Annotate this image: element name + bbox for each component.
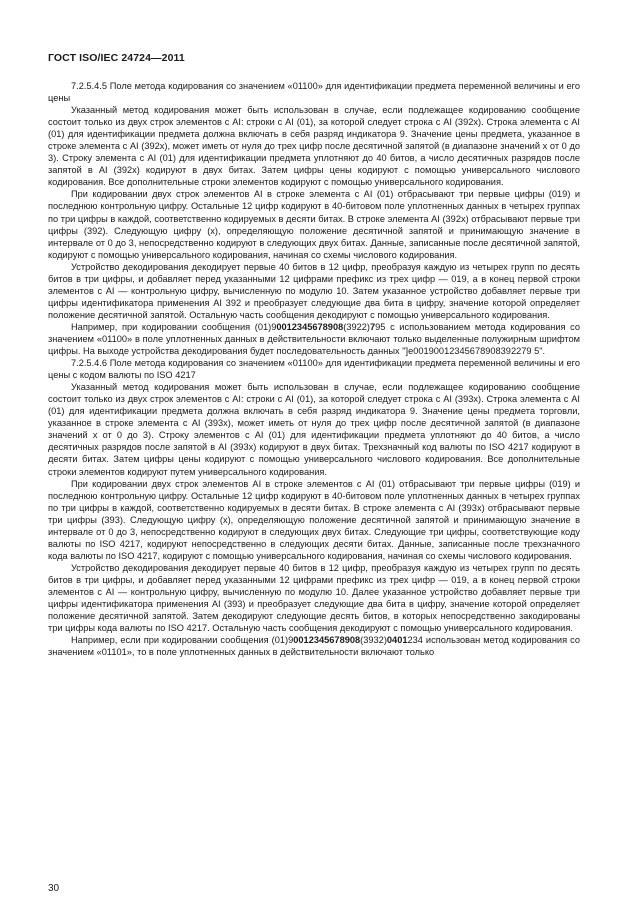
paragraph <box>48 634 580 658</box>
text-run: Указанный метод кодирования может быть использован в случае, если подлежащее кодированию сообщение состоит только из двух строк элементов с AI: строки с AI (01), за которой следует строка с AI (393x). Строка элемента с AI (01) для идентификации предмета должна включать в себя разряд индикатора 9. Значение цены предмета торговли, указанное в строке элемента с AI (393x), может иметь от нуля до трех цифр после десятичной запятой (в диапазоне значений x от 0 до 3). Строку элементов с AI (01) для идентификации предмета уплотняют до 40 битов, а число десятичных разрядов после запятой в AI (393x) кодируют в двух битах. Трехзначный код валюты по ISO 4217 кодируют в десяти битах. Затем цифры цены кодируют с помощью универсального числового кодирования. Все дополнительные строки элементов кодируют путем универсального кодирования. <box>48 382 580 477</box>
bold-text: 0012345678908 <box>293 635 361 646</box>
text-run: При кодировании двух строк элементов AI в строке элемента с AI (01) отбрасывают три первые цифры (019) и последнюю контрольную цифру. Остальные 12 цифр кодируют в 40-битовом поле уплотненных данных в четырех группах по три цифры в каждой, соответственно кодируемых в десяти битах. В строке элемента AI (392x) отбрасывают первые три цифры (392). Следующую цифру (x), определяющую положение десятичной запятой и принимающую значение в интервале от 0 до 3, непосредственно кодируют в следующих двух битах. Данные, записанные после десятичной запятой, кодируют с помощью универсального кодирования, начиная со схемы числового кодирования. <box>48 189 580 260</box>
paragraph <box>48 104 580 188</box>
paragraph <box>48 357 580 381</box>
paragraph <box>48 80 580 104</box>
text-run: Указанный метод кодирования может быть использован в случае, если подлежащее кодированию сообщение состоит только из двух строк элементов с AI: строки с AI (01), за которой следует строка с AI (392x). Строка элемента с AI (01) для идентификации предмета должна включать в себя разряд индикатора 9. Значение цены предмета, указанное в строке элемента с AI (392x), может иметь от нуля до трех цифр после десятичной запятой (в диапазоне значений x от 0 до 3). Строку элемента с AI (01) для идентификации предмета уплотняют до 40 битов, а число десятичных разрядов после запятой в AI (392x) кодируют в двух битах. Затем цифры цены кодируют с помощью универсального числового кодирования. Все дополнительные строки элементов кодируют с помощью универсального кодирования. <box>48 105 580 188</box>
text-run: 234 использован метод кодирования со значением «01101», то в поле уплотненных данных в действительности включают только <box>48 635 580 658</box>
text-run: 7.2.5.4.5 Поле метода кодирования со значением «01100» для идентификации предмета переменной величины и его цены <box>48 81 580 104</box>
text-run: Устройство декодирования декодирует первые 40 битов в 12 цифр, преобразуя каждую из четырех групп по десять битов в три цифры, и добавляет перед указанными 12 цифрами префикс из трех цифр — 019, а в конец первой строки элементов с AI — контрольную цифру, вычисленную по модулю 10. Затем указанное устройство добавляет первые три цифры идентификатора применения AI 392 и преобразует следующие два бита в цифру, значение которой определяет положение десятичной запятой. Остальную часть сообщения декодируют с помощью универсального кодирования. <box>48 261 580 320</box>
body-text <box>48 80 580 658</box>
text-run: (3932) <box>360 635 387 646</box>
text-run: 95 с использованием метода кодирования со значением «01100» в поле уплотненных данных в действительности включают только выделенные полужирным шрифтом цифры. На выходе устройства декодирования будет последовательность данных "]e00190012345678908392279 5". <box>48 321 581 357</box>
paragraph <box>48 562 580 634</box>
page-number: 30 <box>48 883 60 894</box>
bold-text: 0012345678908 <box>276 321 344 332</box>
bold-text: 7 <box>370 321 376 332</box>
paragraph <box>48 321 580 357</box>
text-run: Например, при кодировании сообщения (01)9 <box>71 321 277 332</box>
text-run: (3922) <box>343 321 370 332</box>
paragraph <box>48 261 580 321</box>
paragraph <box>48 381 580 477</box>
text-run: Устройство декодирования декодирует первые 40 битов в 12 цифр, преобразуя каждую из четырех групп по десять битов в три цифры, и добавляет перед указанными 12 цифрами префикс из трех цифр — 019, а в конец первой строки элементов с AI — контрольную цифру, вычисленную по модулю 10. Далее указанное устройство добавляет первые три цифры идентификатора применения AI (393) и преобразует следующие два бита в цифру, значение которой определяет положение десятичной запятой. Затем декодируют следующие десять битов, в которых непосредственно закодированы три цифры кода валюты по ISO 4217. Остальную часть сообщения декодируют с помощью универсального кодирования. <box>48 562 580 634</box>
paragraph <box>48 188 580 260</box>
text-run: 7.2.5.4.6 Поле метода кодирования со значением «01100» для идентификации предмета переменной величины и его цены с кодом валюты по ISO 4217 <box>48 358 580 381</box>
document-header: ГОСТ ISO/IEC 24724—2011 <box>48 52 185 64</box>
paragraph <box>48 478 580 562</box>
bold-text: 0401 <box>386 635 408 646</box>
text-run: При кодировании двух строк элементов AI в строке элементов с AI (01) отбрасывают три первые цифры (019) и последнюю контрольную цифру. Остальные 12 цифр кодируют в 40-битовом поле уплотненных данных в четырех группах по три цифры в каждой, соответственно кодируемых в десяти битах. В строке элемента с AI (393x) отбрасывают первые три цифры (393). Следующую цифру (x), определяющую положение десятичной запятой и принимающую значение в интервале от 0 до 3, непосредственно кодируют в следующих двух битах. Следующие три цифры, соответствующие коду валюты по ISO 4217, кодируют непосредственно в следующих десяти битах. Данные, записанные после трехзначного кода валюты по ISO 4217, кодируют с помощью универсального кодирования, начиная со схемы числового кодирования. <box>48 478 580 561</box>
text-run: Например, если при кодировании сообщения (01)9 <box>71 635 294 646</box>
